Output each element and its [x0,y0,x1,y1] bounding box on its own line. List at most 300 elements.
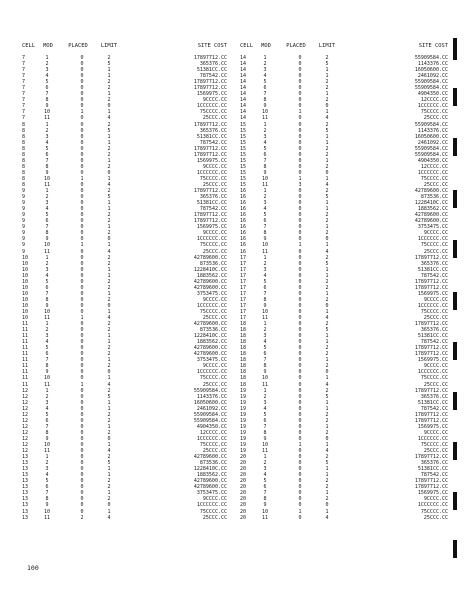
placed-count: 0 [298,218,302,225]
mod-number: 10 [261,175,269,182]
limit-value: 1 [325,472,329,479]
mod-number: 11 [43,381,51,388]
limit-value: 1 [107,266,111,273]
mod-number: 7 [45,490,49,497]
placed-count: 1 [80,175,84,182]
limit-value: 1 [325,175,329,182]
limit-value: 2 [107,454,111,461]
placed-count: 0 [298,315,302,322]
mod-number: 4 [263,272,267,279]
cell-number: 10 [22,290,29,297]
mod-number: 11 [261,315,269,322]
mod-number: 9 [45,302,49,309]
placed-count: 0 [298,466,302,473]
site-cost: 1CCCCCC.CC [417,302,448,309]
limit-value: 2 [325,163,329,170]
mod-number: 5 [263,345,267,352]
site-cost: 17897712.CC [414,478,448,485]
mod-number: 8 [263,97,267,104]
site-cost: 51381CC.CC [417,399,448,406]
limit-value: 2 [107,188,111,195]
limit-value: 2 [107,351,111,358]
site-cost: 17897712.CC [414,454,448,461]
limit-value: 2 [107,254,111,261]
site-cost: 1CCCCCC.CC [196,103,227,110]
mod-number: 4 [45,206,49,213]
limit-value: 2 [107,278,111,285]
site-cost: 51381CC.CC [417,466,448,473]
cell-number: 11 [22,339,29,346]
placed-count: 1 [298,109,302,116]
mod-number: 5 [263,212,267,219]
table-row [22,515,227,521]
cell-number: 17 [240,272,247,279]
placed-count: 0 [298,393,302,400]
limit-value: 2 [325,484,329,491]
placed-count: 0 [80,327,84,334]
cell-number: 18 [240,369,247,376]
placed-count: 0 [80,429,84,436]
mod-number: 1 [45,454,49,461]
cell-number: 9 [22,230,26,237]
mod-number: 6 [263,284,267,291]
cell-number: 14 [240,79,247,86]
limit-value: 2 [325,230,329,237]
cell-number: 18 [240,381,247,388]
cell-number: 12 [22,405,29,412]
mod-number: 2 [45,460,49,467]
limit-value: 2 [325,55,329,61]
cell-number: 10 [22,284,29,291]
site-cost: 17897712.CC [414,278,448,285]
limit-value: 2 [325,417,329,424]
site-cost: 55909584.CC [414,121,448,128]
header-cell: CELL [240,43,253,49]
cell-number: 7 [22,97,26,104]
site-cost: 9CCCC.CC [202,230,227,237]
limit-value: 2 [107,478,111,485]
placed-count: 0 [80,97,84,104]
cell-number: 19 [240,435,247,442]
placed-count: 0 [80,254,84,261]
limit-value: 0 [107,369,111,376]
limit-value: 1 [325,290,329,297]
limit-value: 1 [107,490,111,497]
limit-value: 2 [325,254,329,261]
site-cost: 42789600.CC [193,284,227,291]
cell-number: 17 [240,260,247,267]
limit-value: 5 [107,460,111,467]
cell-number: 15 [240,163,247,170]
limit-value: 5 [107,194,111,201]
limit-value: 2 [325,387,329,394]
cell-number: 13 [22,466,29,473]
site-cost: 25CCC.CC [202,181,227,188]
mod-number: 9 [45,369,49,376]
placed-count: 0 [298,502,302,509]
placed-count: 0 [80,145,84,152]
mod-number: 10 [43,375,51,382]
placed-count: 2 [80,514,84,521]
site-cost: 2461092.CC [417,139,448,146]
site-cost: 787542.CC [199,206,227,213]
cell-number: 17 [240,315,247,322]
mod-number: 9 [45,169,49,176]
mod-number: 2 [263,460,267,467]
cell-number: 17 [240,266,247,273]
placed-count: 0 [298,151,302,158]
placed-count: 0 [80,260,84,267]
mod-number: 11 [261,181,269,188]
mod-number: 5 [45,145,49,152]
mod-number: 3 [263,466,267,473]
cell-number: 9 [22,218,26,225]
header-limit: LIMIT [100,43,118,49]
right-table-header [240,43,448,49]
mod-number: 7 [263,490,267,497]
site-cost: 1CCCCCC.CC [417,169,448,176]
placed-count: 0 [298,200,302,207]
limit-value: 1 [107,339,111,346]
site-cost: 17897712.CC [414,387,448,394]
cell-number: 10 [22,315,29,322]
placed-count: 0 [80,127,84,134]
mod-number: 4 [45,405,49,412]
limit-value: 5 [107,61,111,68]
placed-count: 0 [80,508,84,515]
mod-number: 3 [263,333,267,340]
left-table-header [22,43,227,49]
site-cost: 25CCC.CC [423,181,448,188]
mod-number: 10 [261,508,269,515]
site-cost: 1CCCCCC.CC [196,236,227,243]
site-cost: 4904350.CC [417,157,448,164]
placed-count: 0 [298,103,302,110]
limit-value: 1 [325,357,329,364]
placed-count: 0 [80,218,84,225]
mod-number: 11 [43,181,51,188]
mod-number: 6 [263,417,267,424]
limit-value: 1 [325,206,329,213]
site-cost: 4904350.CC [196,423,227,430]
site-cost: 1143376.CC [196,393,227,400]
site-cost: 55909584.CC [414,55,448,61]
limit-value: 2 [325,79,329,86]
mod-number: 5 [263,478,267,485]
mod-number: 7 [263,423,267,430]
site-cost: 365376.CC [420,327,448,334]
limit-value: 1 [107,375,111,382]
mod-number: 10 [43,242,51,249]
site-cost: 75CCCC.CC [420,109,448,116]
placed-count: 0 [80,399,84,406]
site-cost: 42789600.CC [193,321,227,328]
cell-number: 16 [240,188,247,195]
mod-number: 4 [45,339,49,346]
mod-number: 2 [263,327,267,334]
mod-number: 5 [263,278,267,285]
cell-number: 19 [240,411,247,418]
cell-number: 8 [22,145,26,152]
limit-value: 1 [107,508,111,515]
limit-value: 1 [107,472,111,479]
placed-count: 0 [298,91,302,98]
cell-number: 20 [240,460,247,467]
mod-number: 2 [263,260,267,267]
limit-value: 1 [107,67,111,74]
limit-value: 1 [107,333,111,340]
placed-count: 1 [298,442,302,448]
cell-number: 10 [22,266,29,273]
limit-value: 4 [107,115,111,122]
mod-number: 11 [43,448,51,455]
limit-value: 1 [107,242,111,249]
mod-number: 7 [263,91,267,98]
site-cost: 75CCCC.CC [420,175,448,182]
mod-number: 2 [45,61,49,68]
limit-value: 4 [325,315,329,322]
placed-count: 0 [298,121,302,128]
site-cost: 51381CC.CC [196,67,227,74]
cell-number: 16 [240,248,247,255]
cell-number: 15 [240,169,247,176]
site-cost: 1CCCCCC.CC [196,169,227,176]
site-cost: 1143376.CC [417,61,448,68]
cell-number: 7 [22,91,26,98]
mod-number: 8 [263,429,267,436]
mod-number: 5 [45,79,49,86]
site-cost: 1CCCCCC.CC [196,369,227,376]
limit-value: 1 [325,67,329,74]
placed-count: 0 [298,339,302,346]
site-cost: 42789600.CC [193,484,227,491]
site-cost: 787542.CC [420,405,448,412]
mod-number: 8 [263,496,267,503]
mod-number: 7 [45,91,49,98]
cell-number: 12 [22,417,29,424]
placed-count: 0 [80,266,84,273]
site-cost: 42789600.CC [193,351,227,358]
cell-number: 20 [240,502,247,509]
limit-value: 4 [107,381,111,388]
site-cost: 25CCC.CC [202,248,227,255]
placed-count: 0 [80,296,84,303]
mod-number: 1 [263,387,267,394]
limit-value: 1 [107,466,111,473]
site-cost: 42789600.CC [414,188,448,195]
site-cost: 3753475.CC [196,357,227,364]
cell-number: 13 [22,502,29,509]
mod-number: 11 [261,381,269,388]
limit-value: 1 [325,339,329,346]
limit-value: 1 [107,290,111,297]
cell-number: 15 [240,175,247,182]
placed-count: 0 [80,411,84,418]
site-cost: 1228410C.CC [193,333,227,340]
cell-number: 9 [22,224,26,231]
scan-edge-mark [453,492,457,510]
mod-number: 9 [263,103,267,110]
limit-value: 1 [325,490,329,497]
limit-value: 2 [325,345,329,352]
site-cost: 17897712.CC [414,254,448,261]
site-cost: 55909584.CC [193,417,227,424]
cell-number: 12 [22,399,29,406]
placed-count: 0 [298,478,302,485]
limit-value: 5 [325,127,329,134]
limit-value: 1 [107,157,111,164]
limit-value: 1 [325,375,329,382]
cell-number: 16 [240,212,247,219]
limit-value: 2 [107,321,111,328]
cell-number: 7 [22,85,26,92]
placed-count: 0 [298,139,302,146]
mod-number: 8 [263,163,267,170]
cell-number: 16 [240,230,247,237]
mod-number: 3 [45,333,49,340]
site-cost: 365376.CC [420,393,448,400]
site-cost: 1569975.CC [417,290,448,297]
site-cost: 42789600.CC [193,278,227,285]
cell-number: 19 [240,417,247,424]
site-cost: 12CCCC.CC [420,163,448,170]
limit-value: 1 [325,466,329,473]
site-cost: 17897712.CC [193,218,227,225]
limit-value: 1 [107,399,111,406]
cell-number: 7 [22,115,26,122]
cell-number: 15 [240,157,247,164]
cell-number: 16 [240,200,247,207]
limit-value: 4 [325,248,329,255]
scan-edge-mark [453,190,457,208]
cell-number: 18 [240,339,247,346]
placed-count: 0 [80,423,84,430]
mod-number: 1 [263,454,267,461]
cell-number: 11 [22,363,29,370]
limit-value: 1 [325,423,329,430]
scan-edge-mark [453,38,457,60]
cell-number: 8 [22,127,26,134]
cell-number: 7 [22,55,26,61]
placed-count: 0 [298,73,302,80]
limit-value: 2 [107,55,111,61]
site-cost: 42789600.CC [414,212,448,219]
site-cost: 75CCCC.CC [199,109,227,116]
placed-count: 0 [80,115,84,122]
placed-count: 0 [298,357,302,364]
site-cost: 1228410C.CC [193,466,227,473]
cell-number: 7 [22,103,26,110]
mod-number: 5 [263,145,267,152]
site-cost: 1883562.CC [417,206,448,213]
placed-count: 0 [298,236,302,243]
site-cost: 9CCCC.CC [202,296,227,303]
mod-number: 4 [45,272,49,279]
cell-number: 18 [240,321,247,328]
limit-value: 5 [325,61,329,68]
limit-value: 0 [107,435,111,442]
placed-count: 0 [298,206,302,213]
placed-count: 0 [80,139,84,146]
site-cost: 25CCC.CC [202,115,227,122]
placed-count: 0 [80,435,84,442]
placed-count: 0 [298,212,302,219]
cell-number: 9 [22,242,26,249]
limit-value: 5 [107,127,111,134]
mod-number: 8 [45,97,49,104]
site-cost: 873536.CC [199,327,227,334]
placed-count: 0 [80,442,84,448]
site-cost: 75CCCC.CC [420,508,448,515]
placed-count: 1 [80,109,84,116]
placed-count: 0 [298,381,302,388]
cell-number: 18 [240,351,247,358]
mod-number: 11 [43,248,51,255]
limit-value: 2 [107,387,111,394]
cell-number: 16 [240,242,247,249]
site-cost: 17897712.CC [193,85,227,92]
mod-number: 1 [263,55,267,61]
site-cost: 17897712.CC [414,284,448,291]
site-cost: 42789600.CC [193,254,227,261]
limit-value: 4 [325,448,329,455]
cell-number: 18 [240,327,247,334]
cell-number: 13 [22,496,29,503]
limit-value: 2 [107,79,111,86]
site-cost: 365376.CC [420,460,448,467]
site-cost: 1CCCCCC.CC [196,302,227,309]
placed-count: 0 [80,121,84,128]
mod-number: 4 [45,472,49,479]
scan-edge-mark [453,342,457,360]
limit-value: 1 [325,508,329,515]
placed-count: 0 [80,478,84,485]
site-cost: 42789600.CC [193,478,227,485]
header-cell: CELL [22,43,35,49]
cell-number: 12 [22,387,29,394]
mod-number: 8 [45,163,49,170]
limit-value: 2 [107,260,111,267]
cell-number: 9 [22,212,26,219]
mod-number: 9 [263,369,267,376]
placed-count: 0 [80,169,84,176]
site-cost: 1CCCCCC.CC [196,435,227,442]
mod-number: 6 [45,284,49,291]
mod-number: 3 [263,399,267,406]
site-cost: 9CCCC.CC [202,496,227,503]
placed-count: 0 [80,448,84,455]
limit-value: 1 [107,442,111,448]
mod-number: 4 [263,405,267,412]
site-cost: 9CCCC.CC [423,296,448,303]
limit-value: 2 [325,218,329,225]
cell-number: 7 [22,109,26,116]
limit-value: 0 [325,435,329,442]
placed-count: 0 [80,308,84,315]
limit-value: 4 [325,381,329,388]
cell-number: 14 [240,103,247,110]
cell-number: 8 [22,169,26,176]
site-cost: 9CCCC.CC [423,429,448,436]
cell-number: 8 [22,163,26,170]
placed-count: 0 [298,85,302,92]
limit-value: 2 [325,363,329,370]
limit-value: 2 [107,496,111,503]
mod-number: 9 [263,435,267,442]
site-cost: 25CCC.CC [423,381,448,388]
placed-count: 0 [80,212,84,219]
placed-count: 0 [298,163,302,170]
